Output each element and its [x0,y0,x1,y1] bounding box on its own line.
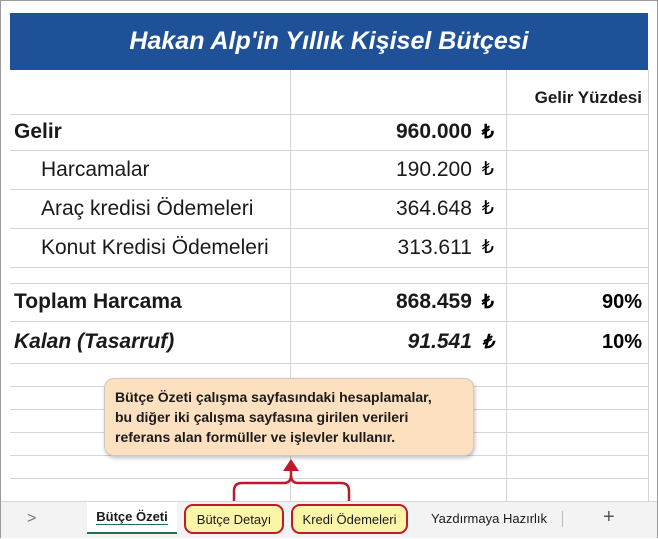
currency-symbol: ₺ [481,331,494,353]
cell[interactable] [507,455,648,478]
sheet-tab-bar [1,501,657,538]
column-header-gelir-yuzdesi[interactable] [507,70,648,114]
amount-cell[interactable] [291,189,507,228]
chevron-right-icon[interactable]: > [27,510,37,527]
currency-symbol: ₺ [481,159,494,180]
cell[interactable] [10,267,291,283]
tab-kredi-odemeleri[interactable] [291,504,408,534]
car-loan-amount: 364.648 [395,196,472,220]
callout-line: bu diğer iki çalışma sayfasına girilen verileri [115,409,409,425]
amount-cell[interactable] [291,228,507,267]
tab-label: Bütçe Özeti [96,509,168,524]
amount-cell[interactable] [291,321,507,363]
cell[interactable] [507,478,648,501]
cell[interactable] [10,70,291,114]
table-row [10,70,648,115]
percent-cell[interactable] [507,283,648,321]
cell[interactable] [507,386,648,409]
label-cell[interactable] [10,228,291,267]
total-spending-percent: 90% [601,290,642,313]
mortgage-label: Konut Kredisi Ödemeleri [41,235,269,259]
income-amount: 960.000 [395,120,472,143]
remaining-percent: 10% [601,330,642,353]
callout-note[interactable] [104,378,474,456]
remaining-label: Kalan (Tasarruf) [14,330,175,353]
cell[interactable] [291,70,507,114]
amount-cell[interactable] [291,150,507,189]
income-label: Gelir [14,120,62,143]
total-spending-amount: 868.459 [395,290,472,313]
tab-separator [562,511,563,527]
remaining-amount: 91.541 [407,330,472,353]
cell[interactable] [291,478,507,501]
tab-label: Kredi Ödemeleri [302,511,397,527]
table-row [10,189,648,229]
callout-line: referans alan formüller ve işlevler kullanır. [115,429,396,445]
label-cell[interactable] [10,114,291,150]
table-row [10,478,648,501]
cell[interactable] [507,363,648,386]
cell[interactable] [291,455,507,478]
cell[interactable] [291,267,507,283]
label-cell[interactable] [10,150,291,189]
tab-label: Bütçe Detayı [196,511,272,527]
amount-cell[interactable] [291,283,507,321]
percent-cell[interactable] [507,150,648,189]
table-row [10,455,648,479]
sheet-title-cell[interactable] [10,13,648,70]
table-row [10,114,648,151]
label-cell[interactable] [10,189,291,228]
table-row [10,150,648,190]
tab-label: Yazdırmaya Hazırlık [430,510,548,526]
expenses-label: Harcamalar [41,157,150,181]
label-cell[interactable] [10,283,291,321]
label-cell[interactable] [10,321,291,363]
cell[interactable] [10,455,291,478]
tab-butce-detayi[interactable] [184,504,284,534]
currency-symbol: ₺ [481,198,494,219]
mortgage-amount: 313.611 [397,235,472,259]
callout-line: Bütçe Özeti çalışma sayfasındaki hesaplamalar, [115,389,432,405]
percent-cell[interactable] [507,114,648,150]
grid-right-border [648,70,649,502]
percent-cell[interactable] [507,321,648,363]
tab-butce-ozeti[interactable] [87,502,177,534]
sheet-title: Hakan Alp'in Yıllık Kişisel Bütçesi [129,27,529,55]
table-row [10,228,648,268]
column-header-label: Gelir Yüzdesi [534,88,642,107]
total-spending-label: Toplam Harcama [14,290,182,313]
expenses-amount: 190.200 [395,157,472,181]
cell[interactable] [507,409,648,432]
tab-yazdirmaya-hazirlik[interactable] [417,502,561,534]
cell[interactable] [507,432,648,455]
currency-symbol: ₺ [481,121,494,143]
currency-symbol: ₺ [481,237,494,258]
percent-cell[interactable] [507,189,648,228]
table-row [10,321,648,364]
currency-symbol: ₺ [481,291,494,313]
table-row [10,267,648,284]
car-loan-label: Araç kredisi Ödemeleri [41,196,254,220]
plus-icon[interactable]: + [603,506,615,528]
cell[interactable] [10,478,291,501]
percent-cell[interactable] [507,228,648,267]
table-row [10,283,648,322]
cell[interactable] [507,267,648,283]
amount-cell[interactable] [291,114,507,150]
